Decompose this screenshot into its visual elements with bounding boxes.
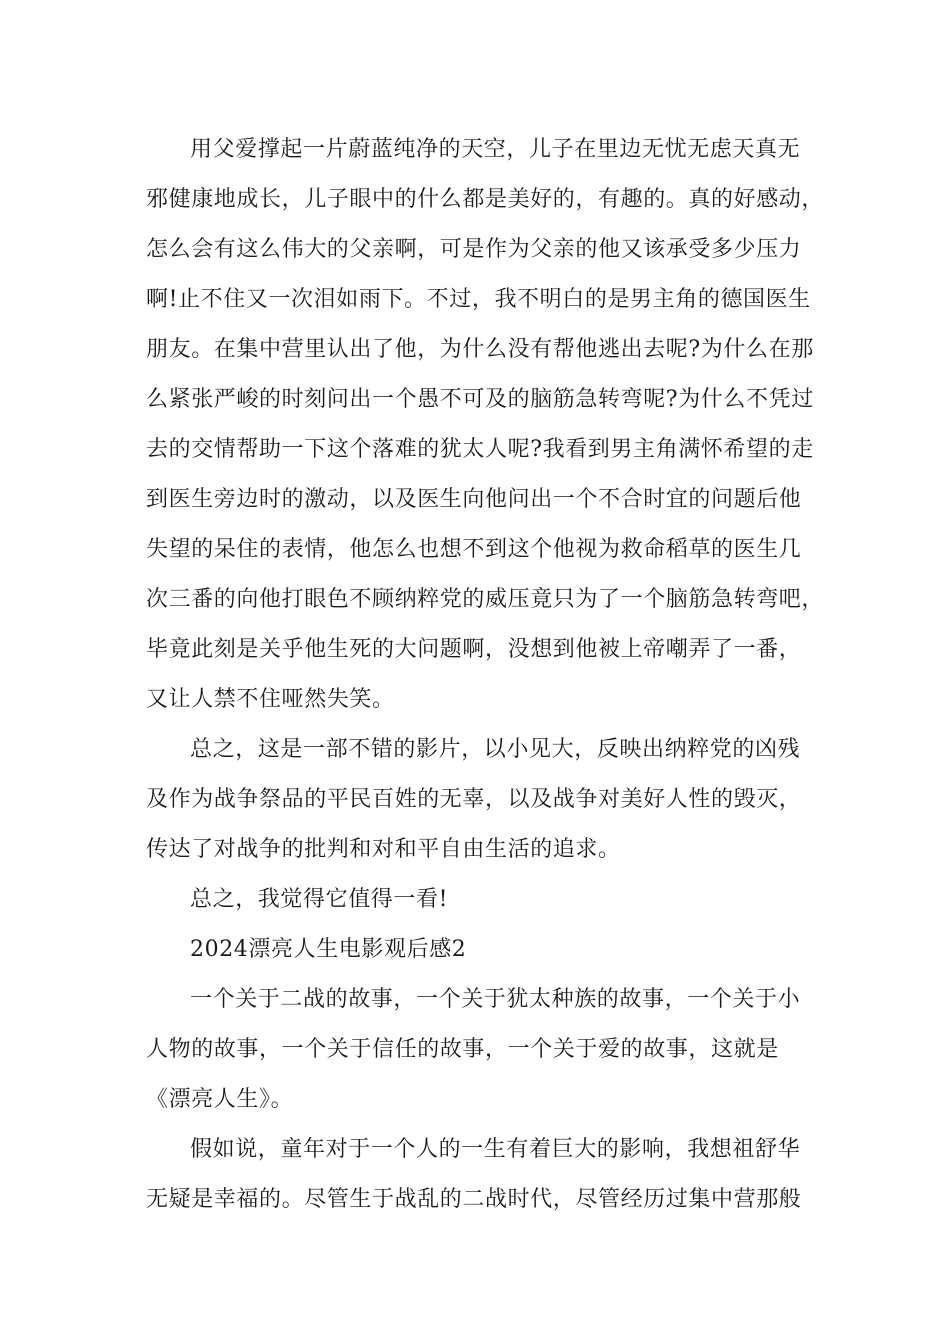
text-line: 毕竟此刻是关乎他生死的大问题啊，没想到他被上帝嘲弄了一番， <box>146 637 802 662</box>
text-line: 无疑是幸福的。尽管生于战乱的二战时代，尽管经历过集中营那般 <box>146 1187 802 1212</box>
text-line: 人物的故事，一个关于信任的故事，一个关于爱的故事，这就是 <box>146 1037 779 1062</box>
text-line: 传达了对战争的批判和对和平自由生活的追求。 <box>146 837 621 862</box>
text-line: 朋友。在集中营里认出了他，为什么没有帮他逃出去呢?为什么在那 <box>146 337 814 362</box>
text-line: 邪健康地成长，儿子眼中的什么都是美好的，有趣的。真的好感动， <box>146 187 825 212</box>
text-line: 到医生旁边时的激动，以及医生向他问出一个不合时宜的问题后他 <box>146 487 802 512</box>
text-line: 怎么会有这么伟大的父亲啊，可是作为父亲的他又该承受多少压力 <box>146 237 802 262</box>
text-line: 总之，这是一部不错的影片，以小见大，反映出纳粹党的凶残 <box>190 737 801 762</box>
text-line: 总之，我觉得它值得一看! <box>190 887 449 912</box>
text-line: 及作为战争祭品的平民百姓的无辜，以及战争对美好人性的毁灭， <box>146 787 802 812</box>
text-line: 假如说，童年对于一个人的一生有着巨大的影响，我想祖舒华 <box>190 1137 801 1162</box>
text-line: 次三番的向他打眼色不顾纳粹党的威压竟只为了一个脑筋急转弯吧， <box>146 587 825 612</box>
text-line: 失望的呆住的表情，他怎么也想不到这个他视为救命稻草的医生几 <box>146 537 802 562</box>
text-line: 《漂亮人生》。 <box>146 1087 294 1112</box>
text-line: 去的交情帮助一下这个落难的犹太人呢?我看到男主角满怀希望的走 <box>146 437 814 462</box>
text-line: 一个关于二战的故事，一个关于犹太种族的故事，一个关于小 <box>190 987 801 1012</box>
text-line: 用父爱撑起一片蔚蓝纯净的天空，儿子在里边无忧无虑天真无 <box>190 137 801 162</box>
text-line: 啊!止不住又一次泪如雨下。不过，我不明白的是男主角的德国医生 <box>146 287 811 312</box>
text-line: 么紧张严峻的时刻问出一个愚不可及的脑筋急转弯呢?为什么不凭过 <box>146 387 814 412</box>
section-heading: 2024漂亮人生电影观后感2 <box>190 937 467 962</box>
text-line: 又让人禁不住哑然失笑。 <box>146 687 395 712</box>
